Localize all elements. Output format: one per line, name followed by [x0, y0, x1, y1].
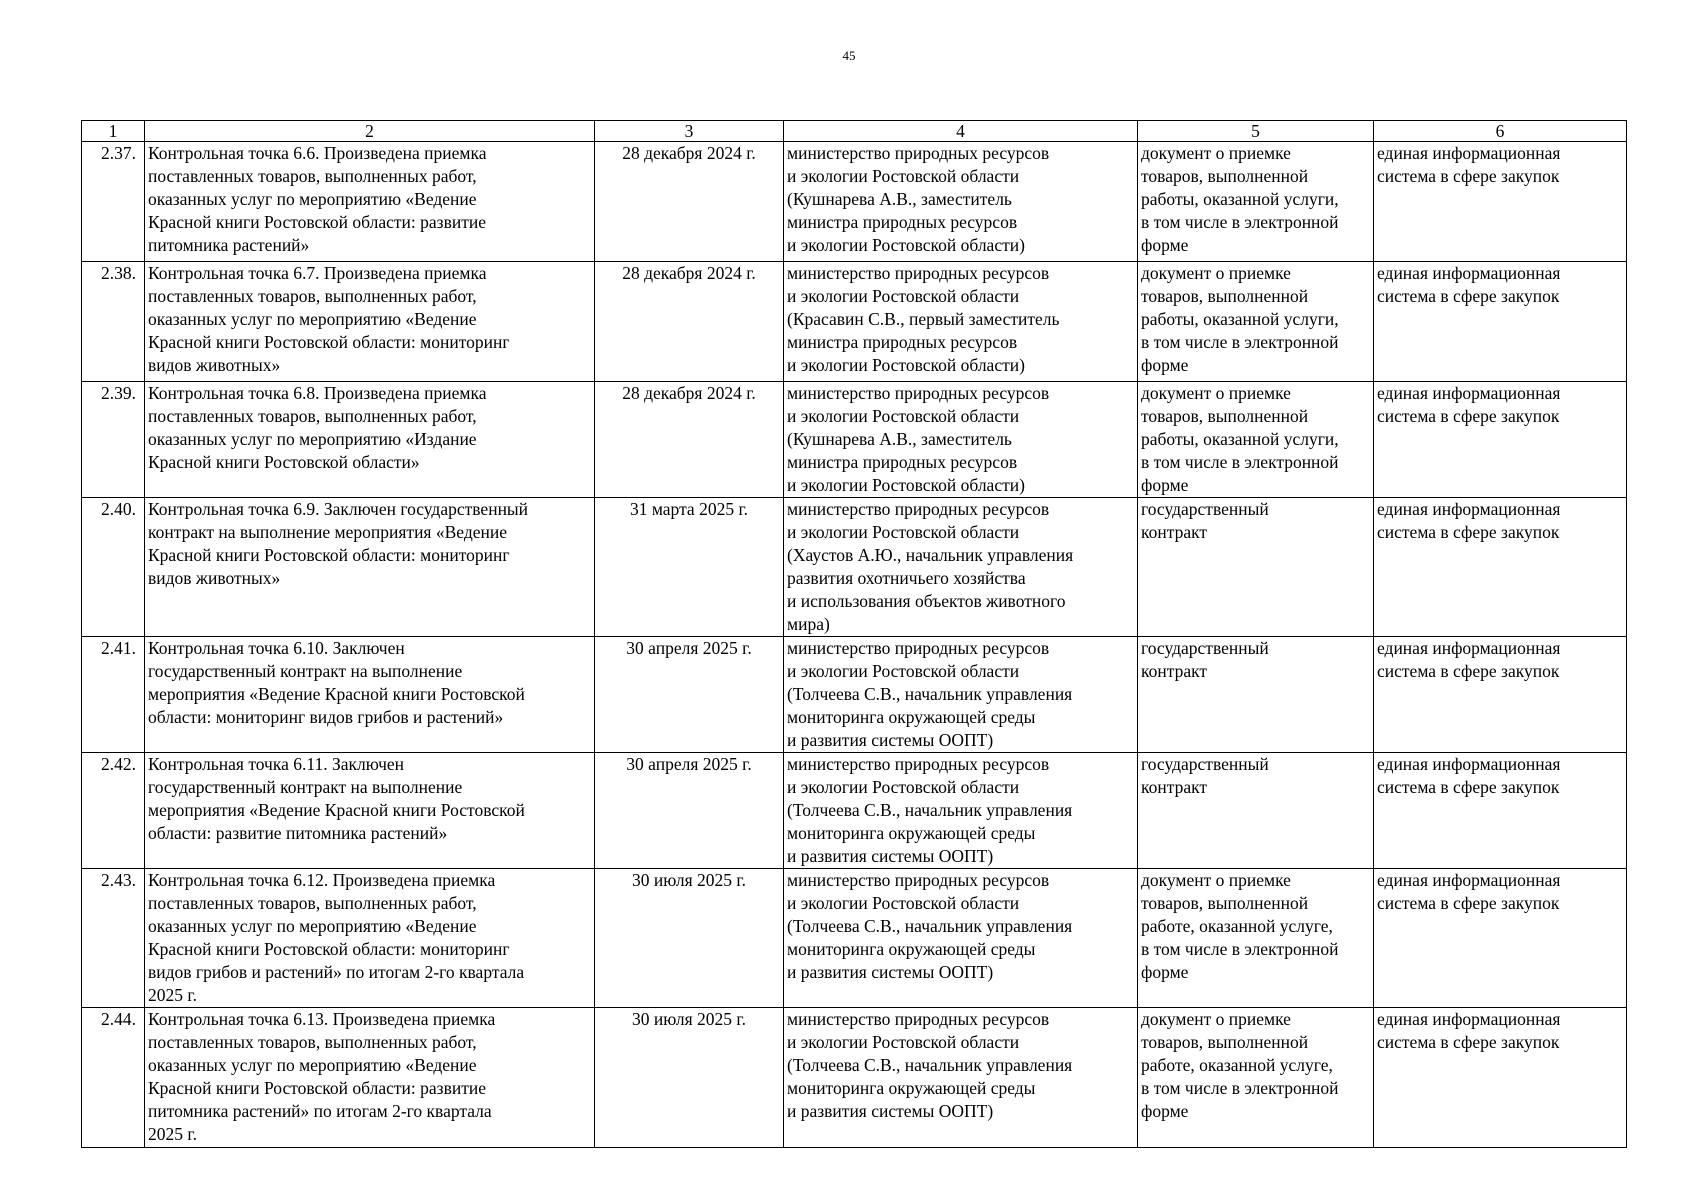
deadline-date-cell: 30 июля 2025 г. — [595, 1008, 784, 1148]
deadline-date-cell: 28 декабря 2024 г. — [595, 262, 784, 382]
table-row — [82, 753, 1627, 869]
table-row — [82, 637, 1627, 753]
description-cell: Контрольная точка 6.12. Произведена приемка поставленных товаров, выполненных работ, оказанных услуг по мероприятию «Ведение Красной книги Ростовской области: мониторинг видов грибов и растений» по итогам 2-го квартала 2025 г. — [145, 869, 595, 1008]
document-type-cell: документ о приемке товаров, выполненной работы, оказанной услуги, в том числе в электронной форме — [1138, 262, 1374, 382]
information-system-cell: единая информационная система в сфере закупок — [1374, 262, 1627, 382]
row-number-cell: 2.43. — [82, 869, 145, 1008]
responsible-cell: министерство природных ресурсов и экологии Ростовской области (Кушнарева А.В., заместитель министра природных ресурсов и экологии Ростовской области) — [784, 382, 1138, 498]
responsible-cell: министерство природных ресурсов и экологии Ростовской области (Толчеева С.В., начальник управления мониторинга окружающей среды и развития системы ООПТ) — [784, 869, 1138, 1008]
deadline-date-cell: 30 апреля 2025 г. — [595, 637, 784, 753]
row-number-cell: 2.42. — [82, 753, 145, 869]
table-row — [82, 142, 1627, 262]
deadline-date-cell: 28 декабря 2024 г. — [595, 382, 784, 498]
description-cell: Контрольная точка 6.11. Заключен государственный контракт на выполнение мероприятия «Ведение Красной книги Ростовской области: развитие питомника растений» — [145, 753, 595, 869]
column-number-header: 5 — [1138, 121, 1374, 142]
document-type-cell: государственный контракт — [1138, 753, 1374, 869]
deadline-date-cell: 28 декабря 2024 г. — [595, 142, 784, 262]
responsible-cell: министерство природных ресурсов и экологии Ростовской области (Толчеева С.В., начальник управления мониторинга окружающей среды и развития системы ООПТ) — [784, 637, 1138, 753]
description-cell: Контрольная точка 6.10. Заключен государственный контракт на выполнение мероприятия «Ведение Красной книги Ростовской области: мониторинг видов грибов и растений» — [145, 637, 595, 753]
control-points-table — [81, 120, 1627, 1148]
row-number-cell: 2.38. — [82, 262, 145, 382]
deadline-date-cell: 30 апреля 2025 г. — [595, 753, 784, 869]
table-row — [82, 1008, 1627, 1148]
document-type-cell: документ о приемке товаров, выполненной работы, оказанной услуги, в том числе в электронной форме — [1138, 382, 1374, 498]
document-type-cell: государственный контракт — [1138, 637, 1374, 753]
table-row — [82, 262, 1627, 382]
information-system-cell: единая информационная система в сфере закупок — [1374, 869, 1627, 1008]
table-row — [82, 382, 1627, 498]
information-system-cell: единая информационная система в сфере закупок — [1374, 753, 1627, 869]
document-type-cell: документ о приемке товаров, выполненной работе, оказанной услуге, в том числе в электронной форме — [1138, 869, 1374, 1008]
row-number-cell: 2.39. — [82, 382, 145, 498]
information-system-cell: единая информационная система в сфере закупок — [1374, 498, 1627, 637]
responsible-cell: министерство природных ресурсов и экологии Ростовской области (Кушнарева А.В., заместитель министра природных ресурсов и экологии Ростовской области) — [784, 142, 1138, 262]
responsible-cell: министерство природных ресурсов и экологии Ростовской области (Толчеева С.В., начальник управления мониторинга окружающей среды и развития системы ООПТ) — [784, 1008, 1138, 1148]
description-cell: Контрольная точка 6.7. Произведена приемка поставленных товаров, выполненных работ, оказанных услуг по мероприятию «Ведение Красной книги Ростовской области: мониторинг видов животных» — [145, 262, 595, 382]
column-number-header: 6 — [1374, 121, 1627, 142]
document-type-cell: документ о приемке товаров, выполненной работе, оказанной услуге, в том числе в электронной форме — [1138, 1008, 1374, 1148]
deadline-date-cell: 30 июля 2025 г. — [595, 869, 784, 1008]
information-system-cell: единая информационная система в сфере закупок — [1374, 142, 1627, 262]
row-number-cell: 2.40. — [82, 498, 145, 637]
column-number-header: 4 — [784, 121, 1138, 142]
deadline-date-cell: 31 марта 2025 г. — [595, 498, 784, 637]
row-number-cell: 2.44. — [82, 1008, 145, 1148]
information-system-cell: единая информационная система в сфере закупок — [1374, 382, 1627, 498]
document-type-cell: документ о приемке товаров, выполненной работы, оказанной услуги, в том числе в электронной форме — [1138, 142, 1374, 262]
column-number-header: 1 — [82, 121, 145, 142]
responsible-cell: министерство природных ресурсов и экологии Ростовской области (Хаустов А.Ю., начальник управления развития охотничьего хозяйства и использования объектов животного мира) — [784, 498, 1138, 637]
table-row — [82, 869, 1627, 1008]
information-system-cell: единая информационная система в сфере закупок — [1374, 1008, 1627, 1148]
column-number-header: 2 — [145, 121, 595, 142]
column-number-header: 3 — [595, 121, 784, 142]
document-type-cell: государственный контракт — [1138, 498, 1374, 637]
responsible-cell: министерство природных ресурсов и экологии Ростовской области (Красавин С.В., первый заместитель министра природных ресурсов и экологии Ростовской области) — [784, 262, 1138, 382]
description-cell: Контрольная точка 6.13. Произведена приемка поставленных товаров, выполненных работ, оказанных услуг по мероприятию «Ведение Красной книги Ростовской области: развитие питомника растений» по итогам 2-го квартала 2025 г. — [145, 1008, 595, 1148]
description-cell: Контрольная точка 6.8. Произведена приемка поставленных товаров, выполненных работ, оказанных услуг по мероприятию «Издание Красной книги Ростовской области» — [145, 382, 595, 498]
row-number-cell: 2.37. — [82, 142, 145, 262]
page-number: 45 — [842, 48, 856, 63]
table-row — [82, 498, 1627, 637]
information-system-cell: единая информационная система в сфере закупок — [1374, 637, 1627, 753]
row-number-cell: 2.41. — [82, 637, 145, 753]
description-cell: Контрольная точка 6.6. Произведена приемка поставленных товаров, выполненных работ, оказанных услуг по мероприятию «Ведение Красной книги Ростовской области: развитие питомника растений» — [145, 142, 595, 262]
description-cell: Контрольная точка 6.9. Заключен государственный контракт на выполнение мероприятия «Ведение Красной книги Ростовской области: мониторинг видов животных» — [145, 498, 595, 637]
table-header-row — [82, 121, 1627, 142]
responsible-cell: министерство природных ресурсов и экологии Ростовской области (Толчеева С.В., начальник управления мониторинга окружающей среды и развития системы ООПТ) — [784, 753, 1138, 869]
